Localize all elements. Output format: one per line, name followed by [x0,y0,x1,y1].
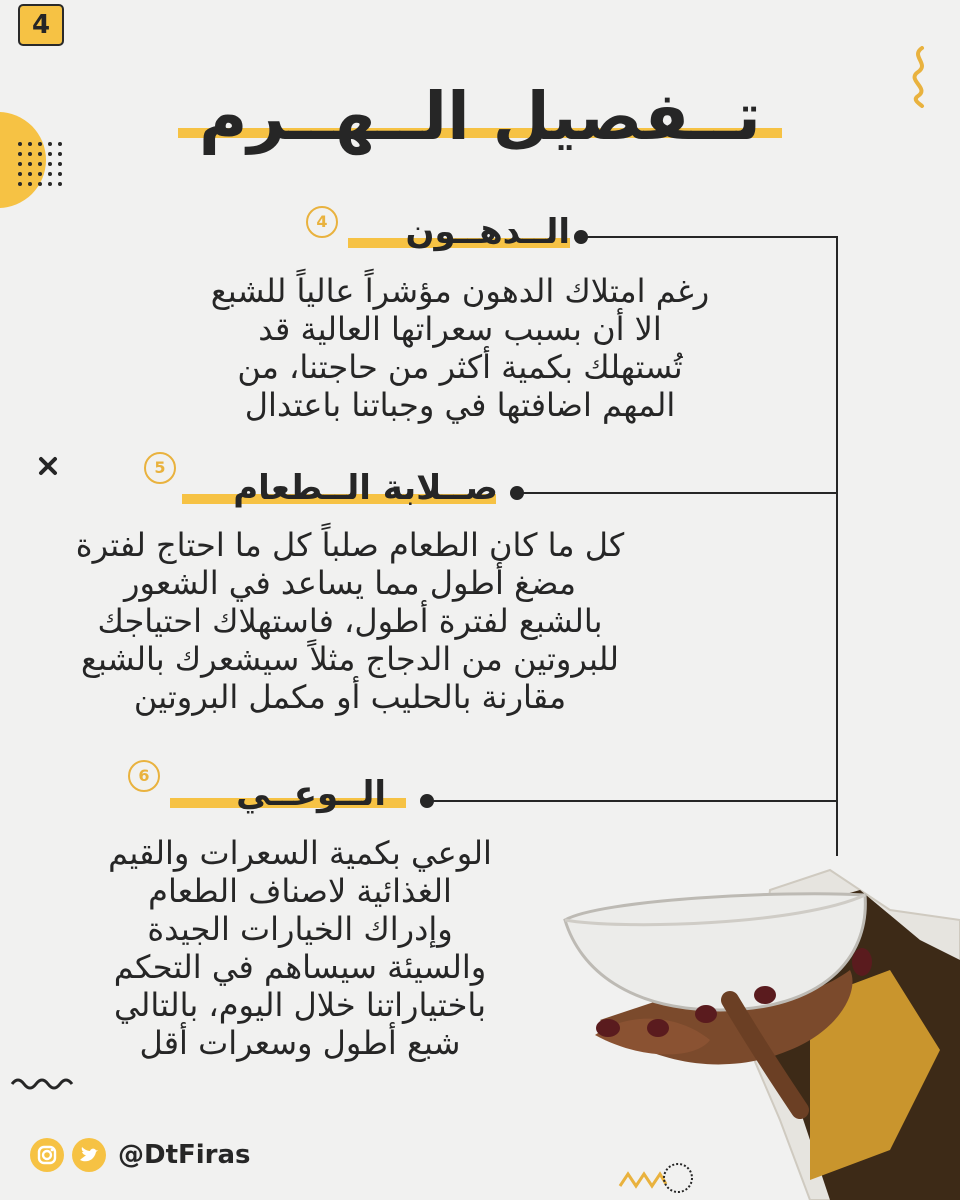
wave-decoration [10,1074,78,1090]
section-body-food-hardness [20,526,680,716]
section-number-badge: 5 [144,452,176,484]
text-line: المهم اضافتها في وجباتنا باعتدال [244,386,676,424]
section-heading-food-hardness: صــلابة الــطعام [233,468,498,508]
text-line: الا أن بسبب سعراتها العالية قد [258,310,662,348]
twitter-icon[interactable] [72,1138,106,1172]
section-heading-fats: الــدهــون [405,212,570,252]
text-line: الوعي بكمية السعرات والقيم [108,834,492,872]
section-heading-awareness: الــوعــي [236,774,386,814]
connector-line-vertical [836,236,838,856]
text-line: بالشبع لفترة أطول، فاستهلاك احتياجك [97,602,603,640]
text-line: كل ما كان الطعام صلباً كل ما احتاج لفترة [75,526,625,564]
text-line: رغم امتلاك الدهون مؤشراً عالياً للشبع [210,272,710,310]
text-line: والسيئة سيساهم في التحكم [113,948,487,986]
logo-mark [618,1160,694,1196]
dots-pattern [16,140,66,190]
text-line: الغذائية لاصناف الطعام [148,872,452,910]
section-number-badge: 4 [306,206,338,238]
text-line: للبروتين من الدجاج مثلاً سيشعرك بالشبع [80,640,620,678]
page-number-badge: 4 [18,4,64,46]
text-line: وإدراك الخيارات الجيدة [147,910,453,948]
section-body-fats [150,272,770,424]
section-number-badge: 6 [128,760,160,792]
bullet-point [510,486,524,500]
hand-holding-bowl-illustration [560,850,960,1200]
connector-line [522,492,838,494]
squiggle-decoration [908,46,932,108]
section-body-awareness [40,834,560,1062]
connector-line [432,800,838,802]
bullet-point [574,230,588,244]
text-line: مقارنة بالحليب أو مكمل البروتين [133,678,567,716]
text-line: باختياراتنا خلال اليوم، بالتالي [114,986,486,1024]
twitter-handle[interactable]: @DtFiras [118,1140,251,1170]
bullet-point [420,794,434,808]
text-line: شبع أطول وسعرات أقل [139,1024,461,1062]
text-line: مضغ أطول مما يساعد في الشعور [124,564,576,602]
cross-decoration [38,456,58,476]
page-title: تــفصيل الــهــرم [199,78,761,155]
instagram-icon[interactable] [30,1138,64,1172]
connector-line [586,236,838,238]
text-line: تُستهلك بكمية أكثر من حاجتنا، من [237,348,683,386]
